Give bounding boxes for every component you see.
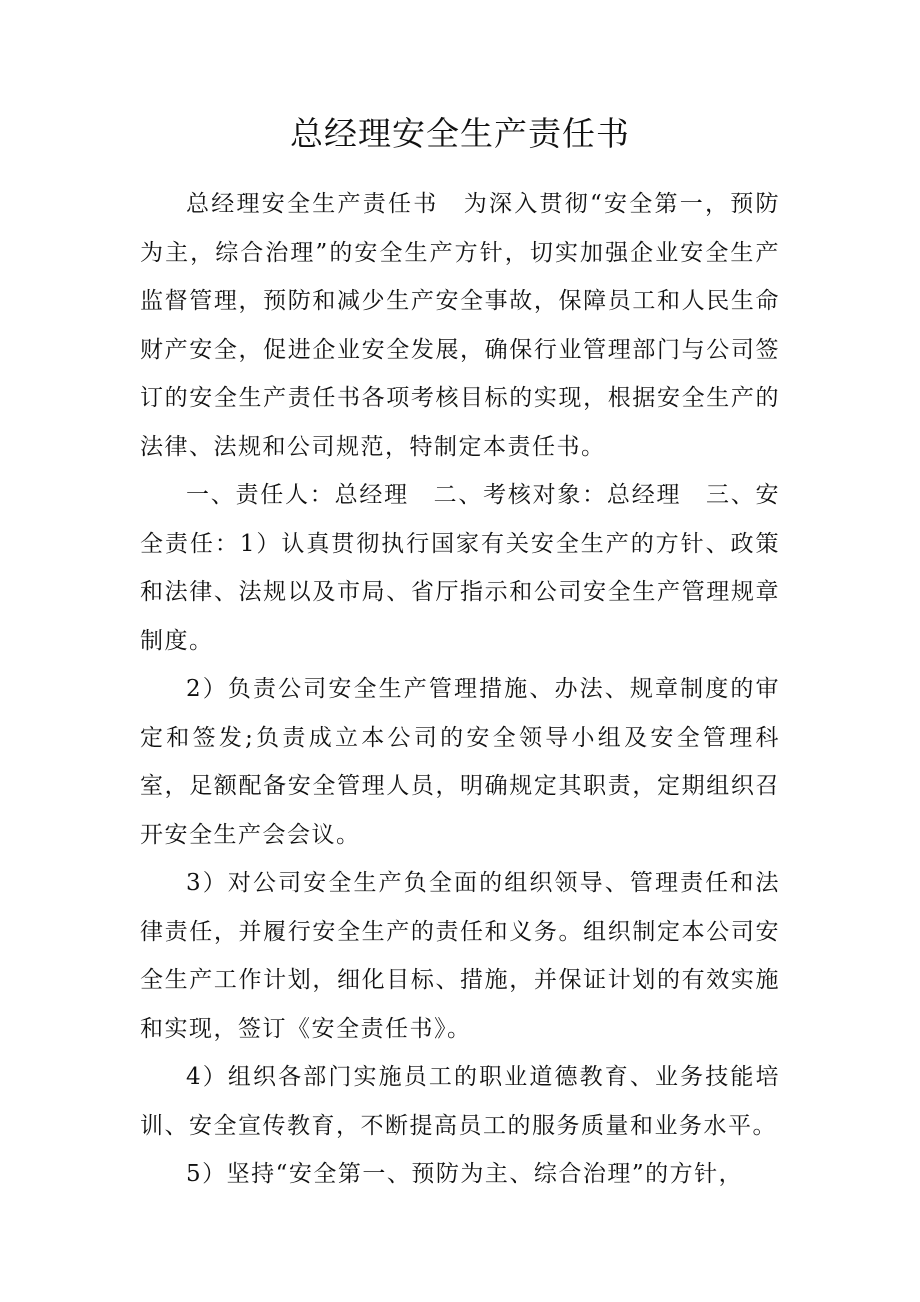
paragraph-intro: 总经理安全生产责任书 为深入贯彻“安全第一，预防为主，综合治理”的安全生产方针，切实加强企业安全生产监督管理，预防和减少生产安全事故，保障员工和人民生命财产安全，促进企业安全发展，确保行业管理部门与公司签订的安全生产责任书各项考核目标的实现，根据安全生产的法律、法规和公司规范，特制定本责任书。 — [140, 191, 780, 460]
paragraph-responsibility-1: 一、责任人：总经理 二、考核对象：总经理 三、安全责任：1）认真贯彻执行国家有关安全生产的方针、政策和法律、法规以及市局、省厅指示和公司安全生产管理规章制度。 — [140, 482, 780, 654]
document-title: 总经理安全生产责任书 — [290, 114, 630, 153]
document-body — [140, 180, 780, 1199]
paragraph-responsibility-4: 4）组织各部门实施员工的职业道德教育、业务技能培训、安全宣传教育，不断提高员工的服务质量和业务水平。 — [140, 1064, 780, 1139]
paragraph-responsibility-5: 5）坚持“安全第一、预防为主、综合治理”的方针， — [186, 1161, 744, 1187]
paragraph-responsibility-3: 3）对公司安全生产负全面的组织领导、管理责任和法律责任，并履行安全生产的责任和义务。组织制定本公司安全生产工作计划，细化目标、措施，并保证计划的有效实施和实现，签订《安全责任书》。 — [140, 870, 780, 1042]
paragraph-responsibility-2: 2）负责公司安全生产管理措施、办法、规章制度的审定和签发;负责成立本公司的安全领导小组及安全管理科室，足额配备安全管理人员，明确规定其职责，定期组织召开安全生产会会议。 — [140, 676, 780, 848]
